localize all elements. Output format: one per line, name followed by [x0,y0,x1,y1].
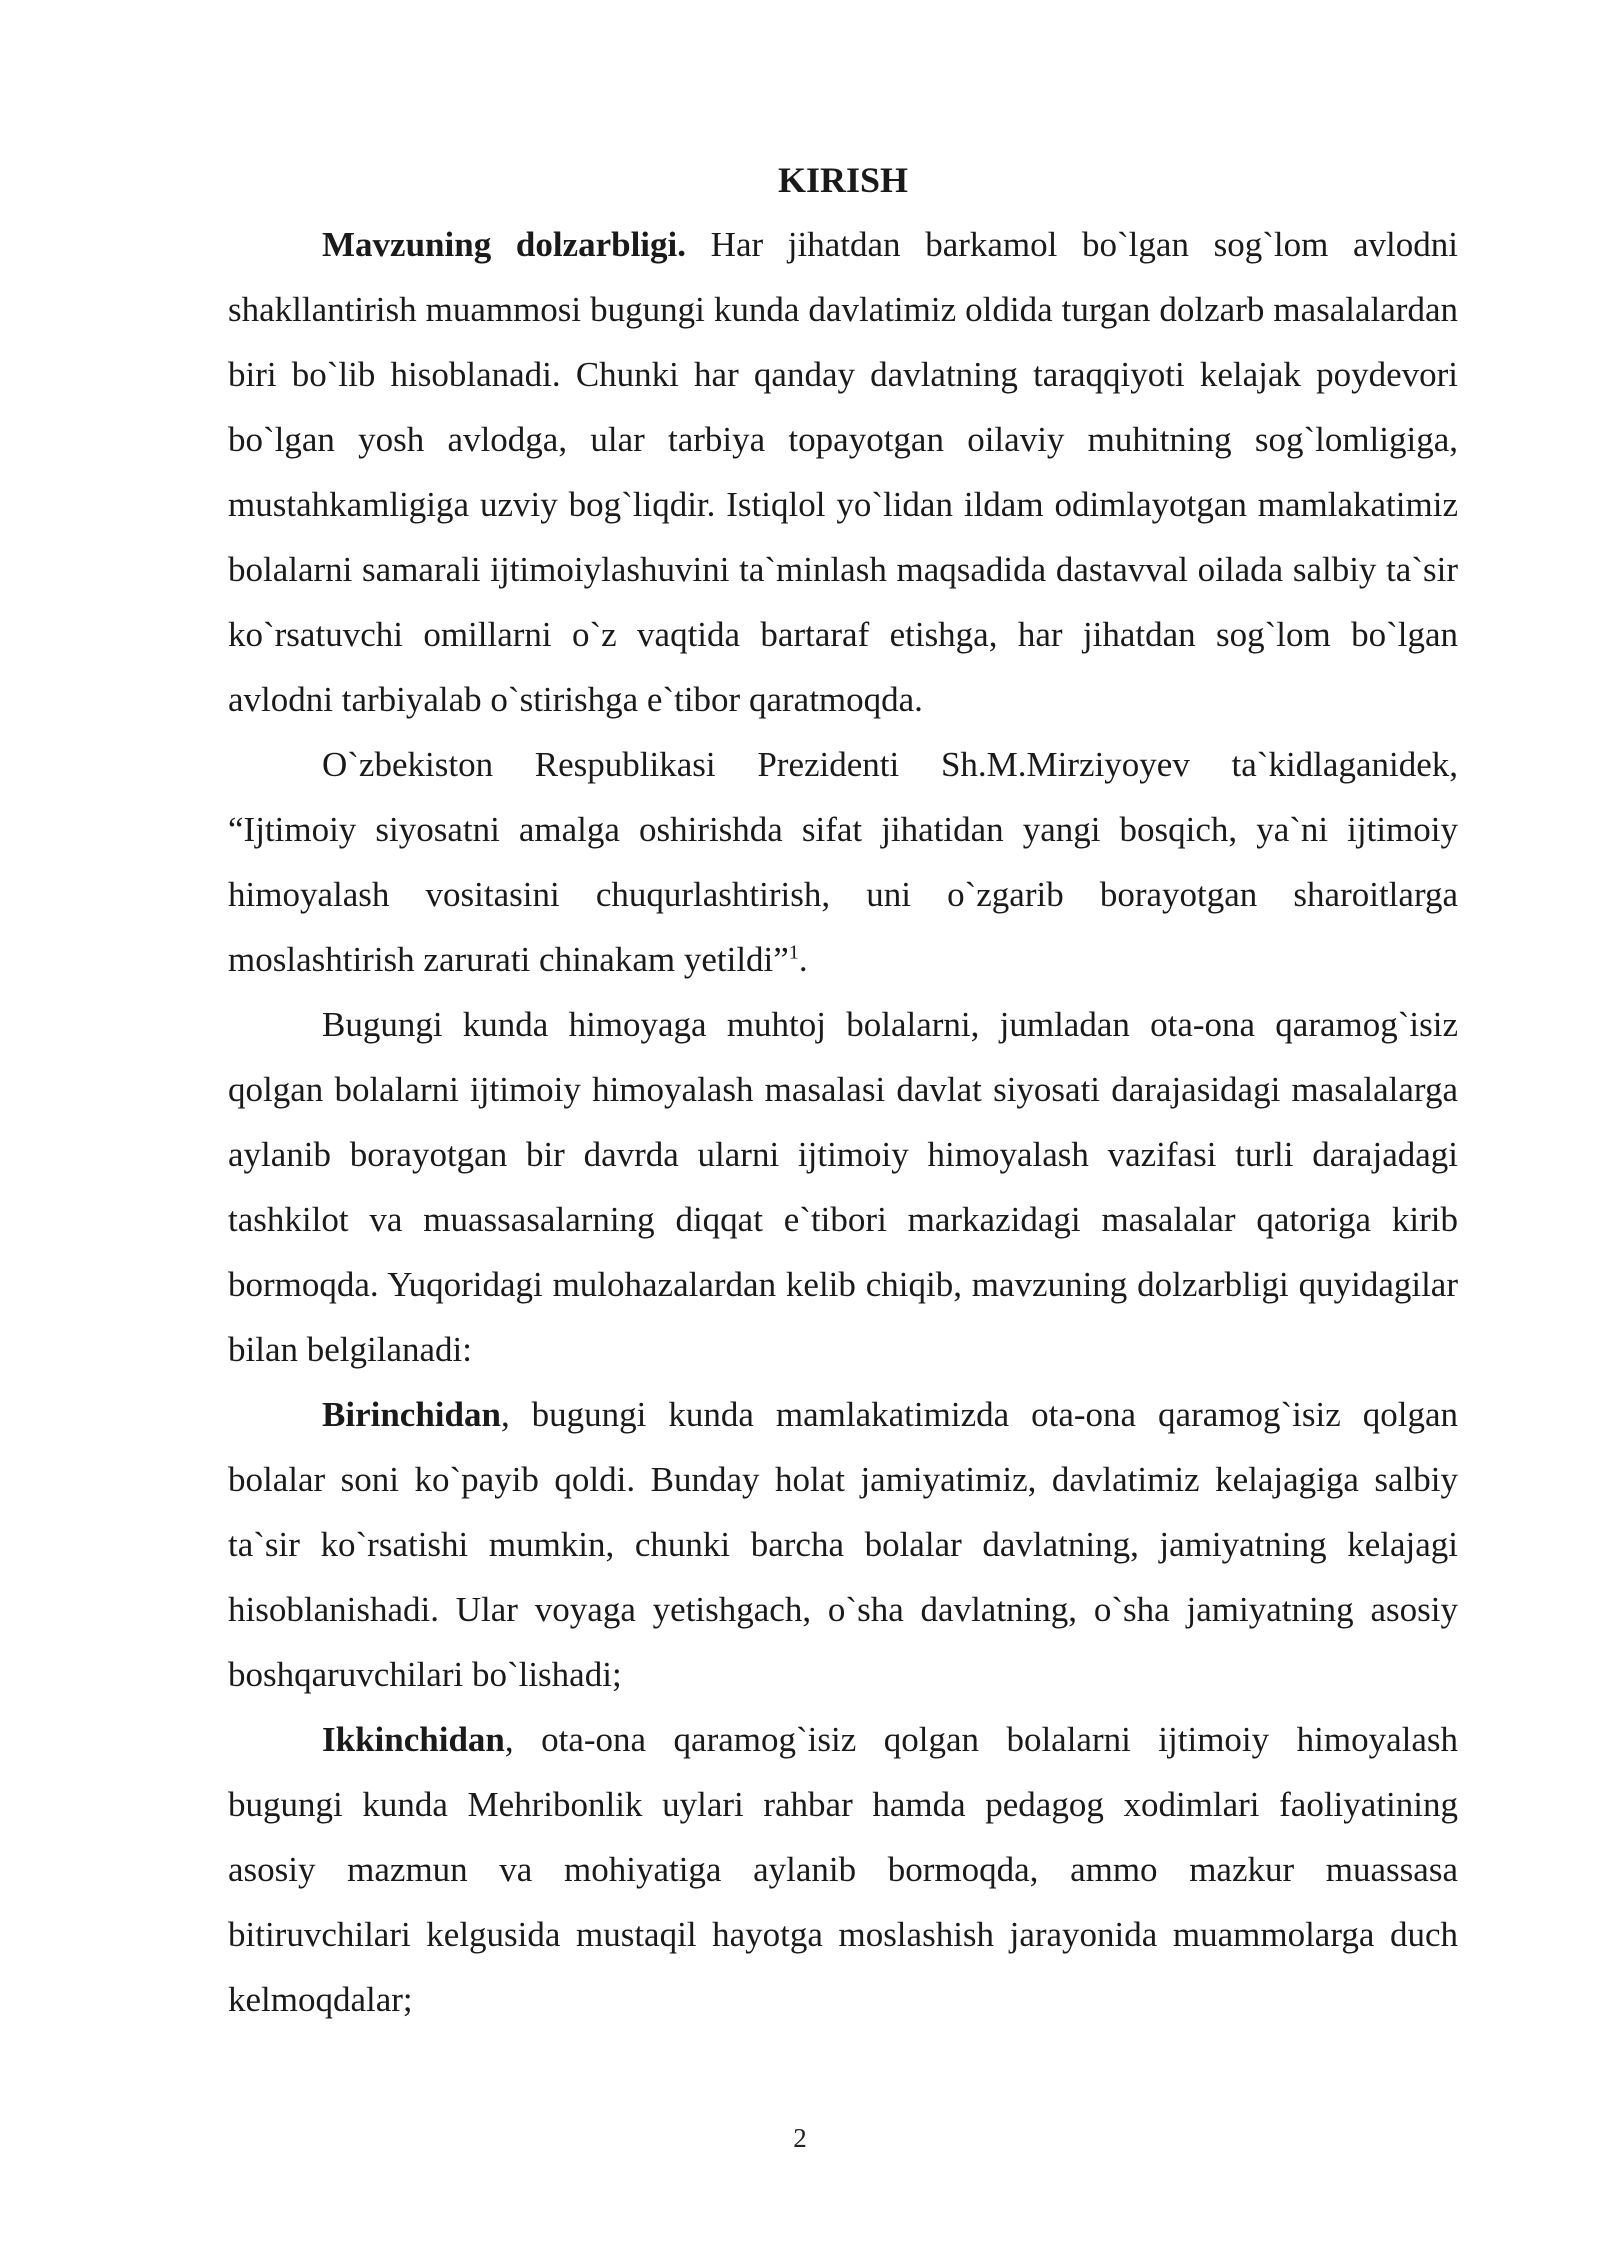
paragraph-tail: . [798,940,808,979]
paragraph-text: Har jihatdan barkamol bo`lgan sog`lom avlodni shakllantirish muammosi bugungi kunda davlatimiz oldida turgan dolzarb masalalardan biri bo`lib hisoblanadi. Chunki har qanday davlatning taraqqiyoti kelajak poydevori bo`lgan yosh avlodga, ular tarbiya topayotgan oilaviy muhitning sog`lomligiga, mustahkamligiga uzviy bog`liqdir. Istiqlol yo`lidan ildam odimlayotgan mamlakatimiz bolalarni samarali ijtimoiylashuvini ta`minlash maqsadida dastavval oilada salbiy ta`sir ko`rsatuvchi omillarni o`z vaqtida bartaraf etishga, har jihatdan sog`lom bo`lgan avlodni tarbiyalab o`stirishga e`tibor qaratmoqda. [228,225,1458,719]
paragraph-text: , bugungi kunda mamlakatimizda ota-ona qaramog`isiz qolgan bolalar soni ko`payib qoldi. Bunday holat jamiyatimiz, davlatimiz kelajagiga salbiy ta`sir ko`rsatishi mumkin, chunki barcha bolalar davlatning, jamiyatning kelajagi hisoblanishadi. Ular voyaga yetishgach, o`sha davlatning, o`sha jamiyatning asosiy boshqaruvchilari bo`lishadi; [228,1395,1458,1694]
paragraph-text: Bugungi kunda himoyaga muhtoj bolalarni, jumladan ota-ona qaramog`isiz qolgan bolalarni ijtimoiy himoyalash masalasi davlat siyosati darajasidagi masalalarga aylanib borayotgan bir davrda ularni ijtimoiy himoyalash vazifasi turli darajadagi tashkilot va muassasalarning diqqat e`tibori markazidagi masalalar qatoriga kirib bormoqda. Yuqoridagi mulohazalardan kelib chiqib, mavzuning dolzarbligi quyidagilar bilan belgilanadi: [228,1005,1458,1369]
document-page [228,148,1458,2032]
paragraph-secondly [228,1707,1458,2032]
paragraph-firstly [228,1382,1458,1707]
section-heading: KIRISH [777,160,909,200]
paragraph-lead: Birinchidan [322,1395,501,1434]
paragraph-lead: Mavzuning dolzarbligi. [322,225,686,264]
paragraph-lead: Ikkinchidan [322,1720,505,1759]
footnote-marker[interactable]: 1 [788,941,799,964]
paragraph-relevance [228,212,1458,732]
paragraph-president-quote [228,732,1458,992]
paragraph-text: , ota-ona qaramog`isiz qolgan bolalarni ijtimoiy himoyalash bugungi kunda Mehribonlik uylari rahbar hamda pedagog xodimlari faoliyatining asosiy mazmun va mohiyatiga aylanib bormoqda, ammo mazkur muassasa bitiruvchilari kelgusida mustaqil hayotga moslashish jarayonida muammolarga duch kelmoqdalar; [228,1720,1458,2019]
page-number: 2 [793,2123,807,2153]
paragraph-social-protection [228,992,1458,1382]
paragraph-text: O`zbekiston Respublikasi Prezidenti Sh.M.Mirziyoyev ta`kidlaganidek, “Ijtimoiy siyosatni amalga oshirishda sifat jihatidan yangi bosqich, ya`ni ijtimoiy himoyalash vositasini chuqurlashtirish, uni o`zgarib borayotgan sharoitlarga moslashtirish zarurati chinakam yetildi” [228,745,1458,979]
